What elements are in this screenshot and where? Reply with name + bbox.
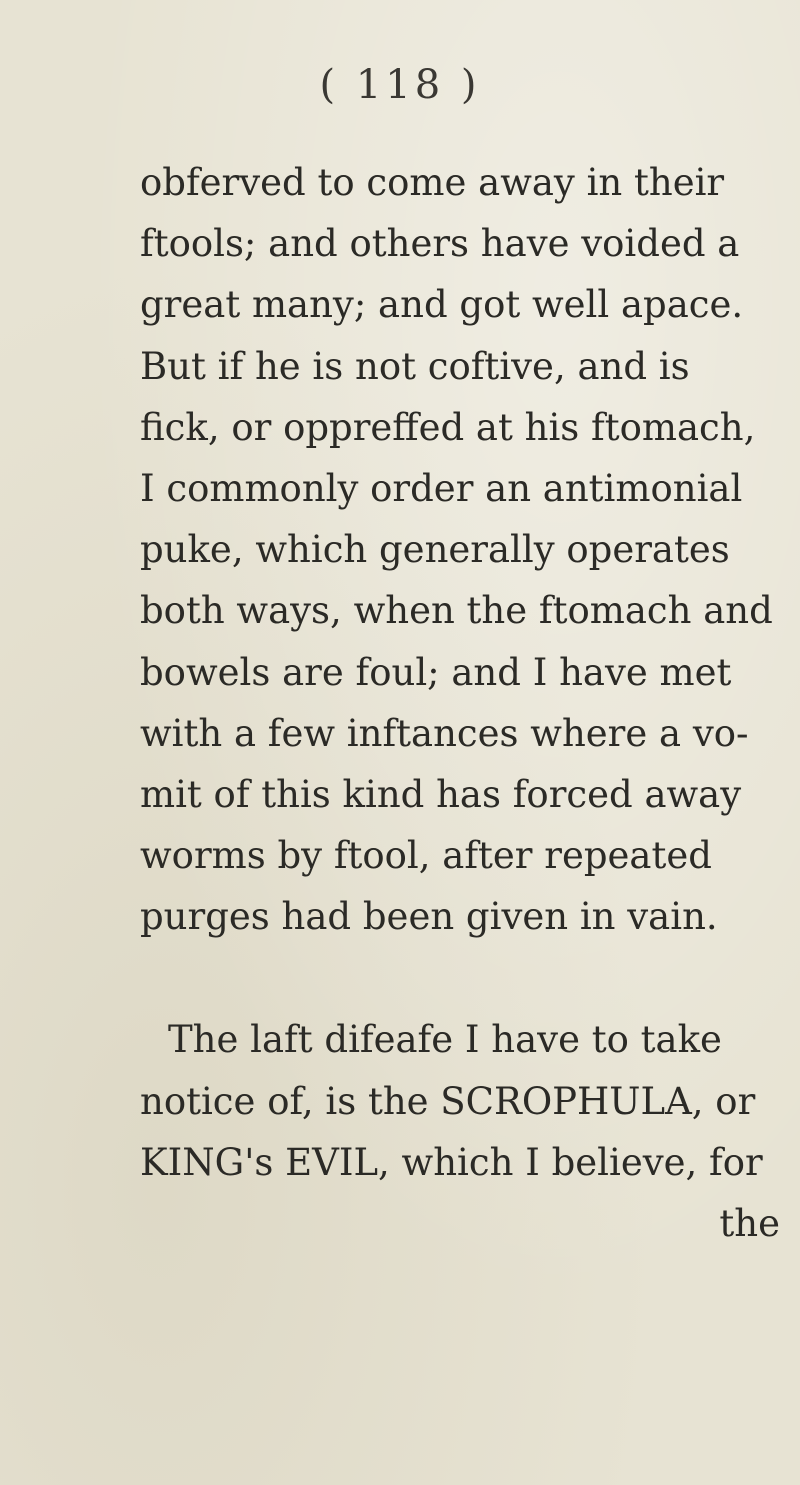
text-line: I commonly order an antimonial xyxy=(140,466,743,510)
text-line: ftools; and others have voided a xyxy=(140,222,740,266)
page-number: ( 118 ) xyxy=(319,62,481,108)
text-line: KING's EVIL, which I believe, for xyxy=(140,1140,763,1184)
text-line: But if he is not coftive, and is xyxy=(140,344,690,388)
text-line: worms by ftool, after repeated xyxy=(140,834,712,878)
text-line: puke, which generally operates xyxy=(140,528,730,572)
text-line: notice of, is the SCROPHULA, or xyxy=(140,1079,756,1123)
text-line: both ways, when the ftomach and xyxy=(140,589,773,633)
body-text xyxy=(140,152,780,1254)
text-line: purges had been given in vain. xyxy=(140,895,718,939)
text-line: fick, or oppreffed at his ftomach, xyxy=(140,405,756,449)
text-line: with a few inftances where a vo- xyxy=(140,711,749,755)
catchword: the xyxy=(719,1202,780,1245)
paragraph-start-line: The laft difeafe I have to take xyxy=(168,1018,722,1062)
text-line: obferved to come away in their xyxy=(140,161,725,204)
text-line: mit of this kind has forced away xyxy=(140,772,742,816)
text-line: great many; and got well apace. xyxy=(140,283,744,327)
text-line: bowels are foul; and I have met xyxy=(140,650,732,694)
